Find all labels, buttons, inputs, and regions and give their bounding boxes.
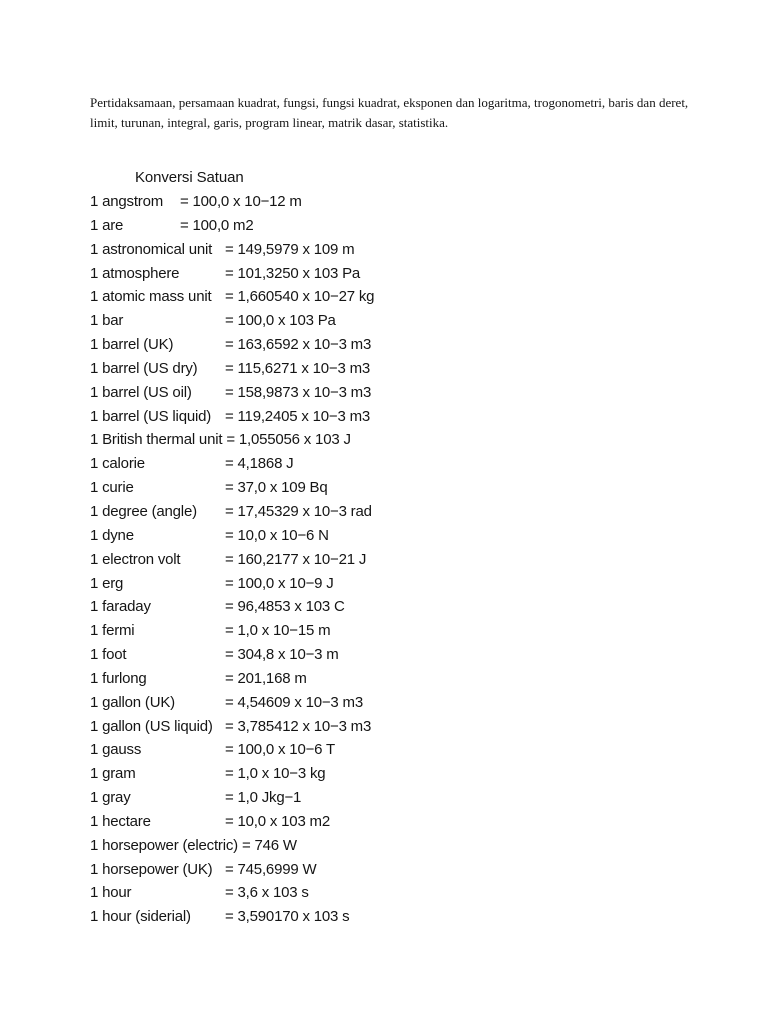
unit-value: = 745,6999 W xyxy=(225,860,317,878)
conversion-row xyxy=(90,478,690,502)
conversion-row xyxy=(90,740,690,764)
unit-value: = 1,0 Jkg−1 xyxy=(225,789,302,807)
unit-value: = 100,0 x 10−12 m xyxy=(180,193,302,210)
unit-value: = 101,3250 x 103 Pa xyxy=(225,264,361,282)
conversion-row xyxy=(90,264,690,288)
conversion-row xyxy=(90,240,690,264)
unit-name: 1 gallon (UK) xyxy=(90,693,175,711)
unit-value: = 1,0 x 10−3 kg xyxy=(225,765,326,783)
conversion-row xyxy=(90,550,690,574)
conversion-row xyxy=(90,335,690,359)
unit-name: 1 barrel (UK) xyxy=(90,336,174,354)
conversion-row xyxy=(90,836,690,860)
conversion-row xyxy=(90,454,690,478)
unit-name: 1 barrel (US oil) xyxy=(90,383,192,401)
unit-name: 1 faraday xyxy=(90,598,151,616)
unit-name: 1 gauss xyxy=(90,741,142,759)
unit-name: 1 degree (angle) xyxy=(90,502,197,520)
unit-value: = 1,055056 x 103 J xyxy=(226,431,351,449)
unit-name: 1 horsepower (electric) xyxy=(90,836,238,854)
unit-name: 1 erg xyxy=(90,574,124,592)
conversion-row xyxy=(90,645,690,669)
conversion-row xyxy=(90,359,690,383)
unit-name: 1 hour xyxy=(90,884,132,902)
unit-value: = 4,1868 J xyxy=(225,455,294,473)
conversion-row xyxy=(90,407,690,431)
unit-value: = 1,660540 x 10−27 kg xyxy=(225,288,375,306)
conversion-row xyxy=(90,216,690,240)
unit-value: = 149,5979 x 109 m xyxy=(225,240,355,258)
unit-name: 1 dyne xyxy=(90,526,134,544)
unit-value: = 115,6271 x 10−3 m3 xyxy=(225,359,371,377)
unit-name: 1 calorie xyxy=(90,455,145,473)
conversion-row xyxy=(90,669,690,693)
unit-value: = 37,0 x 109 Bq xyxy=(225,479,328,497)
unit-value: = 158,9873 x 10−3 m3 xyxy=(225,383,372,401)
unit-name: 1 horsepower (UK) xyxy=(90,860,213,878)
unit-value: = 10,0 x 103 m2 xyxy=(225,812,330,830)
unit-name: 1 gray xyxy=(90,789,131,807)
unit-value: = 4,54609 x 10−3 m3 xyxy=(225,693,363,711)
conversion-row xyxy=(90,383,690,407)
conversion-row xyxy=(90,907,690,931)
conversion-row xyxy=(90,526,690,550)
conversion-row xyxy=(90,860,690,884)
conversion-row xyxy=(90,812,690,836)
unit-value: = 1,0 x 10−15 m xyxy=(225,622,331,640)
unit-name: 1 are xyxy=(90,216,124,234)
unit-value: = 100,0 m2 xyxy=(180,216,254,234)
unit-name: 1 electron volt xyxy=(90,550,181,568)
unit-value: = 100,0 x 10−6 T xyxy=(225,741,335,759)
unit-name: 1 bar xyxy=(90,312,124,330)
conversion-row xyxy=(90,597,690,621)
unit-name: 1 barrel (US liquid) xyxy=(90,407,212,425)
unit-value: = 119,2405 x 10−3 m3 xyxy=(225,407,371,425)
conversion-row xyxy=(90,574,690,598)
conversion-row xyxy=(90,788,690,812)
unit-value: = 160,2177 x 10−21 J xyxy=(225,550,367,568)
unit-name: 1 curie xyxy=(90,479,134,497)
conversion-row xyxy=(90,693,690,717)
unit-value: = 3,6 x 103 s xyxy=(225,884,309,902)
conversion-row xyxy=(90,502,690,526)
unit-value: = 746 W xyxy=(241,836,297,854)
unit-value: = 100,0 x 10−9 J xyxy=(225,574,334,592)
unit-value: = 17,45329 x 10−3 rad xyxy=(225,502,372,520)
unit-value: = 10,0 x 10−6 N xyxy=(225,526,329,544)
unit-name: 1 hectare xyxy=(90,812,151,830)
unit-value: = 100,0 x 103 Pa xyxy=(225,312,336,330)
unit-name: 1 foot xyxy=(90,646,127,664)
conversion-row xyxy=(90,192,690,216)
section-title: Konversi Satuan xyxy=(135,169,244,186)
conversion-row xyxy=(90,430,690,454)
conversion-row xyxy=(90,717,690,741)
unit-name: 1 British thermal unit xyxy=(90,431,223,449)
unit-name: 1 gram xyxy=(90,765,136,783)
conversion-row xyxy=(90,311,690,335)
conversion-row xyxy=(90,883,690,907)
unit-name: 1 atomic mass unit xyxy=(90,288,212,306)
unit-name: 1 gallon (US liquid) xyxy=(90,717,213,735)
unit-value: = 201,168 m xyxy=(225,669,307,687)
unit-value: = 3,785412 x 10−3 m3 xyxy=(225,717,372,735)
unit-name: 1 angstrom xyxy=(90,193,164,210)
unit-name: 1 hour (siderial) xyxy=(90,908,191,926)
intro-paragraph: Pertidaksamaan, persamaan kuadrat, fungsi, fungsi kuadrat, eksponen dan logaritma, trogonometri, baris dan deret, limit, turunan, integral, garis, program linear, matrik dasar, statistika. xyxy=(90,95,689,130)
conversion-list xyxy=(90,192,690,931)
unit-name: 1 atmosphere xyxy=(90,264,180,282)
unit-value: = 3,590170 x 103 s xyxy=(225,908,350,926)
unit-name: 1 astronomical unit xyxy=(90,240,213,258)
conversion-row xyxy=(90,764,690,788)
unit-name: 1 furlong xyxy=(90,669,147,687)
conversion-row xyxy=(90,287,690,311)
unit-name: 1 barrel (US dry) xyxy=(90,359,198,377)
unit-value: = 163,6592 x 10−3 m3 xyxy=(225,336,372,354)
unit-value: = 304,8 x 10−3 m xyxy=(225,646,339,664)
conversion-row xyxy=(90,621,690,645)
unit-name: 1 fermi xyxy=(90,622,135,640)
unit-value: = 96,4853 x 103 C xyxy=(225,598,345,616)
